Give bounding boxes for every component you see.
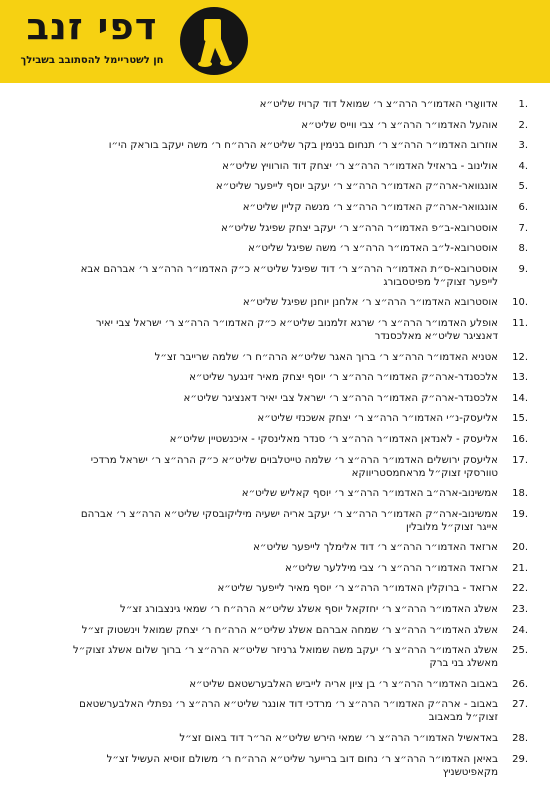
item-number: 14. bbox=[512, 392, 528, 404]
item-text: אלכסנדר-ארה״ק האדמו״ר הרה״צ ר׳ יוסף יצחק מאיר זינגער שליט״א bbox=[189, 372, 498, 384]
item-text: ארזאד האדמו״ר הרה״צ ר׳ דוד אלימלך לייפער שליט״א bbox=[253, 542, 498, 554]
list-item bbox=[58, 603, 528, 616]
item-number: 25. bbox=[512, 645, 528, 657]
item-text: אמשינוב-ארה״ב האדמו״ר הרה״צ ר׳ יוסף קאליש שליט״א bbox=[241, 488, 498, 500]
item-number: 28. bbox=[512, 733, 528, 745]
item-number: 18. bbox=[512, 488, 528, 500]
list-item bbox=[58, 119, 528, 132]
item-number: 26. bbox=[512, 678, 528, 690]
item-text: באבוב - ארה״ק האדמו״ר הרה״צ ר׳ מרדכי דוד אונגר שליט״א הרה״צ ר׳ נפתלי האלבערשטאם זצוק״ל מבאבוב bbox=[79, 699, 498, 724]
list-item bbox=[58, 139, 528, 152]
list-item bbox=[58, 644, 528, 670]
item-text: אוסטרובא-ס״ת האדמו״ר הרה״צ ר׳ דוד שפיגל שליט״א כ״ק האדמו״ר הרה״צ ר׳ אברהם אבא לייפער זצוק״ל מפיטסבורג bbox=[80, 263, 498, 288]
item-text: אוסטרובא-ב״פ האדמו״ר הרה״צ ר׳ יעקב יצחק שפיגל שליט״א bbox=[221, 222, 498, 234]
item-text: אשלג האדמו״ר הרה״צ ר׳ יעקב משה שמואל גרניזר שליט״א הרה״צ ר׳ ברוך שלום אשלג זצוק״ל מאשלג בני ברק bbox=[72, 645, 498, 670]
item-number: 4. bbox=[518, 160, 528, 172]
list-item bbox=[58, 371, 528, 384]
item-number: 10. bbox=[512, 297, 528, 309]
brand-title: דפי זנב bbox=[26, 5, 158, 48]
item-number: 17. bbox=[512, 454, 528, 466]
list-item bbox=[58, 454, 528, 480]
item-number: 29. bbox=[512, 753, 528, 765]
item-number: 24. bbox=[512, 624, 528, 636]
list-item bbox=[58, 392, 528, 405]
item-text: אמשינוב-ארה״ק האדמו״ר הרה״צ ר׳ יעקב אריה ישעיה מיליקובסקי שליט״א הרה״צ ר׳ אברהם אייגר זצוק״ל מלובלין bbox=[80, 508, 498, 533]
item-number: 23. bbox=[512, 604, 528, 616]
item-text: באבוב האדמו״ר הרה״צ ר׳ בן ציון אריה לייביש האלבערשטאם שליט״א bbox=[189, 678, 498, 690]
item-text: אוזרוב האדמו״ר הרה״צ ר׳ תנחום בנימין בקר שליט״א הרה״ח ר׳ משה יעקב בוראק הי״ו bbox=[108, 140, 498, 152]
item-number: 7. bbox=[518, 222, 528, 234]
list-item bbox=[58, 201, 528, 214]
item-text: אלכסנדר-ארה״ק האדמו״ר הרה״צ ר׳ ישראל צבי יאיר דאנציגר שליט״א bbox=[183, 392, 498, 404]
list-item bbox=[58, 698, 528, 724]
list-item bbox=[58, 732, 528, 745]
list-item bbox=[58, 351, 528, 364]
item-text: אשלג האדמו״ר הרה״צ ר׳ שמחה אברהם אשלג שליט״א הרה״ח ר׳ יצחק שמואל וינשטוק זצ״ל bbox=[81, 624, 498, 636]
item-number: 5. bbox=[518, 181, 528, 193]
header-banner bbox=[0, 0, 550, 83]
item-text: אונגוואר-ארה״ק האדמו״ר הרה״צ ר׳ מנשה קליין שליט״א bbox=[242, 201, 498, 213]
item-text: אדוואָרי האדמו״ר הרה״צ ר׳ שמואל דוד קרויז שליט״א bbox=[259, 99, 498, 110]
item-number: 13. bbox=[512, 372, 528, 384]
item-text: אופלע האדמו״ר הרה״צ ר׳ שרגא זלמנוב שליט״א כ״ק האדמו״ר הרה״צ ר׳ ישראל צבי יאיר דאנציגר שליט״א מאלכסנדר bbox=[95, 317, 498, 342]
item-number: 15. bbox=[512, 413, 528, 425]
list-item bbox=[58, 263, 528, 289]
brand-tagline: חן לשטריימל להסתובב בשבילך bbox=[20, 55, 164, 66]
item-number: 21. bbox=[512, 562, 528, 574]
list-item bbox=[58, 98, 528, 111]
list-item bbox=[58, 562, 528, 575]
item-number: 27. bbox=[512, 699, 528, 711]
list-item bbox=[58, 180, 528, 193]
list-item bbox=[58, 160, 528, 173]
item-text: אונגוואר-ארה״ק האדמו״ר הרה״צ ר׳ יעקב יוסף לייפער שליט״א bbox=[215, 181, 498, 193]
item-number: 1. bbox=[518, 99, 528, 110]
list-item bbox=[58, 582, 528, 595]
list-item bbox=[58, 624, 528, 637]
list-item bbox=[58, 412, 528, 425]
walking-fingers-icon bbox=[180, 7, 248, 75]
list-item bbox=[58, 296, 528, 309]
item-text: אוסטרובא האדמו״ר הרה״צ ר׳ אלחנן יוחנן שפיגל שליט״א bbox=[242, 297, 498, 309]
list-item bbox=[58, 678, 528, 691]
item-number: 19. bbox=[512, 508, 528, 520]
list-item bbox=[58, 541, 528, 554]
item-text: אשלג האדמו״ר הרה״צ ר׳ יחזקאל יוסף אשלג שליט״א הרה״ח ר׳ שמאי גינצבורג זצ״ל bbox=[120, 604, 498, 616]
list-item bbox=[58, 317, 528, 343]
item-number: 16. bbox=[512, 433, 528, 445]
item-text: באדאשיל האדמו״ר הרה״צ ר׳ שמאי הירש שליט״א הר״ר דוד באום זצ״ל bbox=[179, 733, 498, 745]
item-text: ארזאד - ברוקלין האדמו״ר הרה״צ ר׳ יוסף מאיר לייפער שליט״א bbox=[217, 583, 498, 595]
list-item bbox=[58, 753, 528, 779]
item-text: ארזאד האדמו״ר הרה״צ ר׳ צבי מיללער שליט״א bbox=[285, 562, 498, 574]
item-number: 6. bbox=[518, 201, 528, 213]
list-item bbox=[58, 433, 528, 446]
item-number: 22. bbox=[512, 583, 528, 595]
item-number: 8. bbox=[518, 243, 528, 255]
item-text: אליעסק - לאנדאן האדמו״ר הרה״צ ר׳ סנדר מאלינסקי - איכנשטיין שליט״א bbox=[169, 433, 498, 445]
item-text: אוסטרובא-ל״ב האדמו״ר הרה״צ ר׳ משה שפיגל שליט״א bbox=[248, 243, 498, 255]
list-item bbox=[58, 487, 528, 500]
item-text: אליעסק-נ״י האדמו״ר הרה״צ ר׳ יצחק אשכנזי שליט״א bbox=[257, 413, 498, 425]
item-number: 9. bbox=[518, 263, 528, 275]
item-number: 12. bbox=[512, 351, 528, 363]
item-text: אטניא האדמו״ר הרה״צ ר׳ ברוך האגר שליט״א הרה״ח ר׳ שלמה שרייבר זצ״ל bbox=[154, 351, 498, 363]
item-number: 11. bbox=[512, 317, 528, 329]
list-item bbox=[58, 242, 528, 255]
item-text: אולינוב - בראזיל האדמו״ר הרה״צ ר׳ יצחק דוד הורוויץ שליט״א bbox=[222, 160, 498, 172]
list-item bbox=[58, 222, 528, 235]
item-number: 2. bbox=[518, 119, 528, 131]
item-number: 20. bbox=[512, 542, 528, 554]
rebbes-list bbox=[58, 98, 528, 786]
item-number: 3. bbox=[518, 140, 528, 152]
item-text: באיאן האדמו״ר הרה״צ ר׳ נחום דוב ברייער שליט״א הרה״ח ר׳ משולם זוסיא העשיל זצ״ל מקאפיטשניץ bbox=[106, 753, 498, 778]
item-text: אליעסק ירושלים האדמו״ר הרה״צ ר׳ שלמה טייטלבוים שליט״א כ״ק הרה״צ ר׳ ישראל מרדכי טוורסקי זצוק״ל מראחמסטריווקא bbox=[90, 454, 498, 479]
item-text: אוהעל האדמו״ר הרה״צ ר׳ צבי ווייס שליט״א bbox=[301, 119, 498, 131]
list-item bbox=[58, 508, 528, 534]
